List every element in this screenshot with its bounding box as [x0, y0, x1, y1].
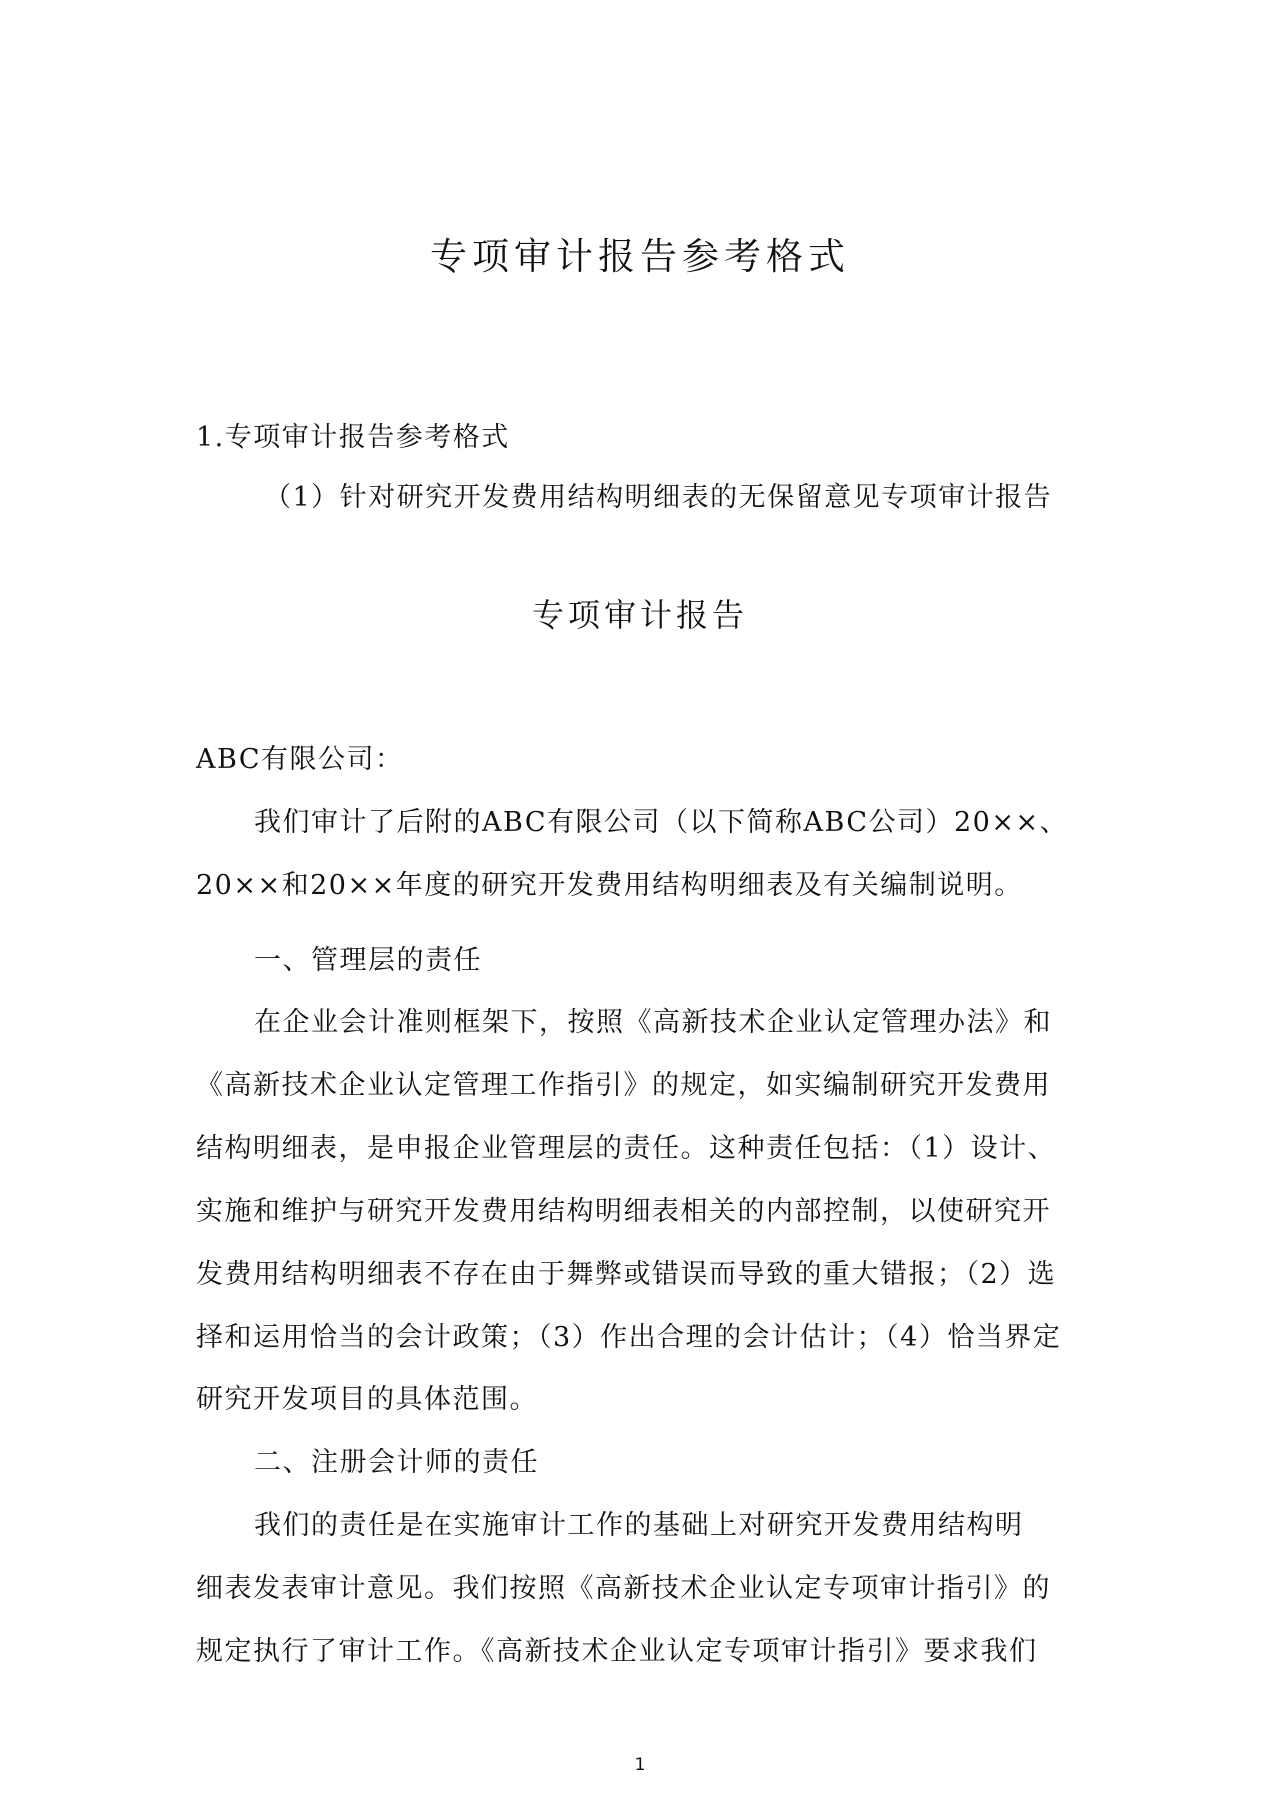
- management-line-5: 发费用结构明细表不存在由于舞弊或错误而导致的重大错报；（2）选: [196, 1259, 1057, 1290]
- subsection-heading: （1）针对研究开发费用结构明细表的无保留意见专项审计报告: [264, 482, 1053, 513]
- page-number: 1: [634, 1755, 646, 1775]
- addressee: ABC有限公司：: [196, 744, 404, 775]
- management-line-6: 择和运用恰当的会计政策；（3）作出合理的会计估计；（4）恰当界定: [196, 1322, 1062, 1353]
- auditor-line-3: 规定执行了审计工作。《高新技术企业认定专项审计指引》要求我们: [196, 1636, 1038, 1667]
- management-heading: 一、管理层的责任: [254, 945, 482, 976]
- management-line-3: 结构明细表，是申报企业管理层的责任。这种责任包括：（1）设计、: [196, 1133, 1057, 1164]
- intro-line-1: 我们审计了后附的ABC有限公司（以下简称ABC公司）20××、: [254, 807, 1069, 838]
- management-line-2: 《高新技术企业认定管理工作指引》的规定，如实编制研究开发费用: [196, 1070, 1051, 1101]
- auditor-line-1: 我们的责任是在实施审计工作的基础上对研究开发费用结构明: [254, 1510, 1024, 1541]
- management-line-4: 实施和维护与研究开发费用结构明细表相关的内部控制，以使研究开: [196, 1196, 1051, 1227]
- auditor-line-2: 细表发表审计意见。我们按照《高新技术企业认定专项审计指引》的: [196, 1573, 1051, 1604]
- document-title: 专项审计报告参考格式: [430, 235, 850, 278]
- management-line-7: 研究开发项目的具体范围。: [196, 1384, 538, 1415]
- intro-line-2: 20××和20××年度的研究开发费用结构明细表及有关编制说明。: [196, 870, 1023, 901]
- report-title: 专项审计报告: [531, 596, 748, 634]
- management-line-1: 在企业会计准则框架下，按照《高新技术企业认定管理办法》和: [254, 1007, 1052, 1038]
- section-heading: 1.专项审计报告参考格式: [196, 422, 510, 453]
- auditor-heading: 二、注册会计师的责任: [254, 1447, 539, 1478]
